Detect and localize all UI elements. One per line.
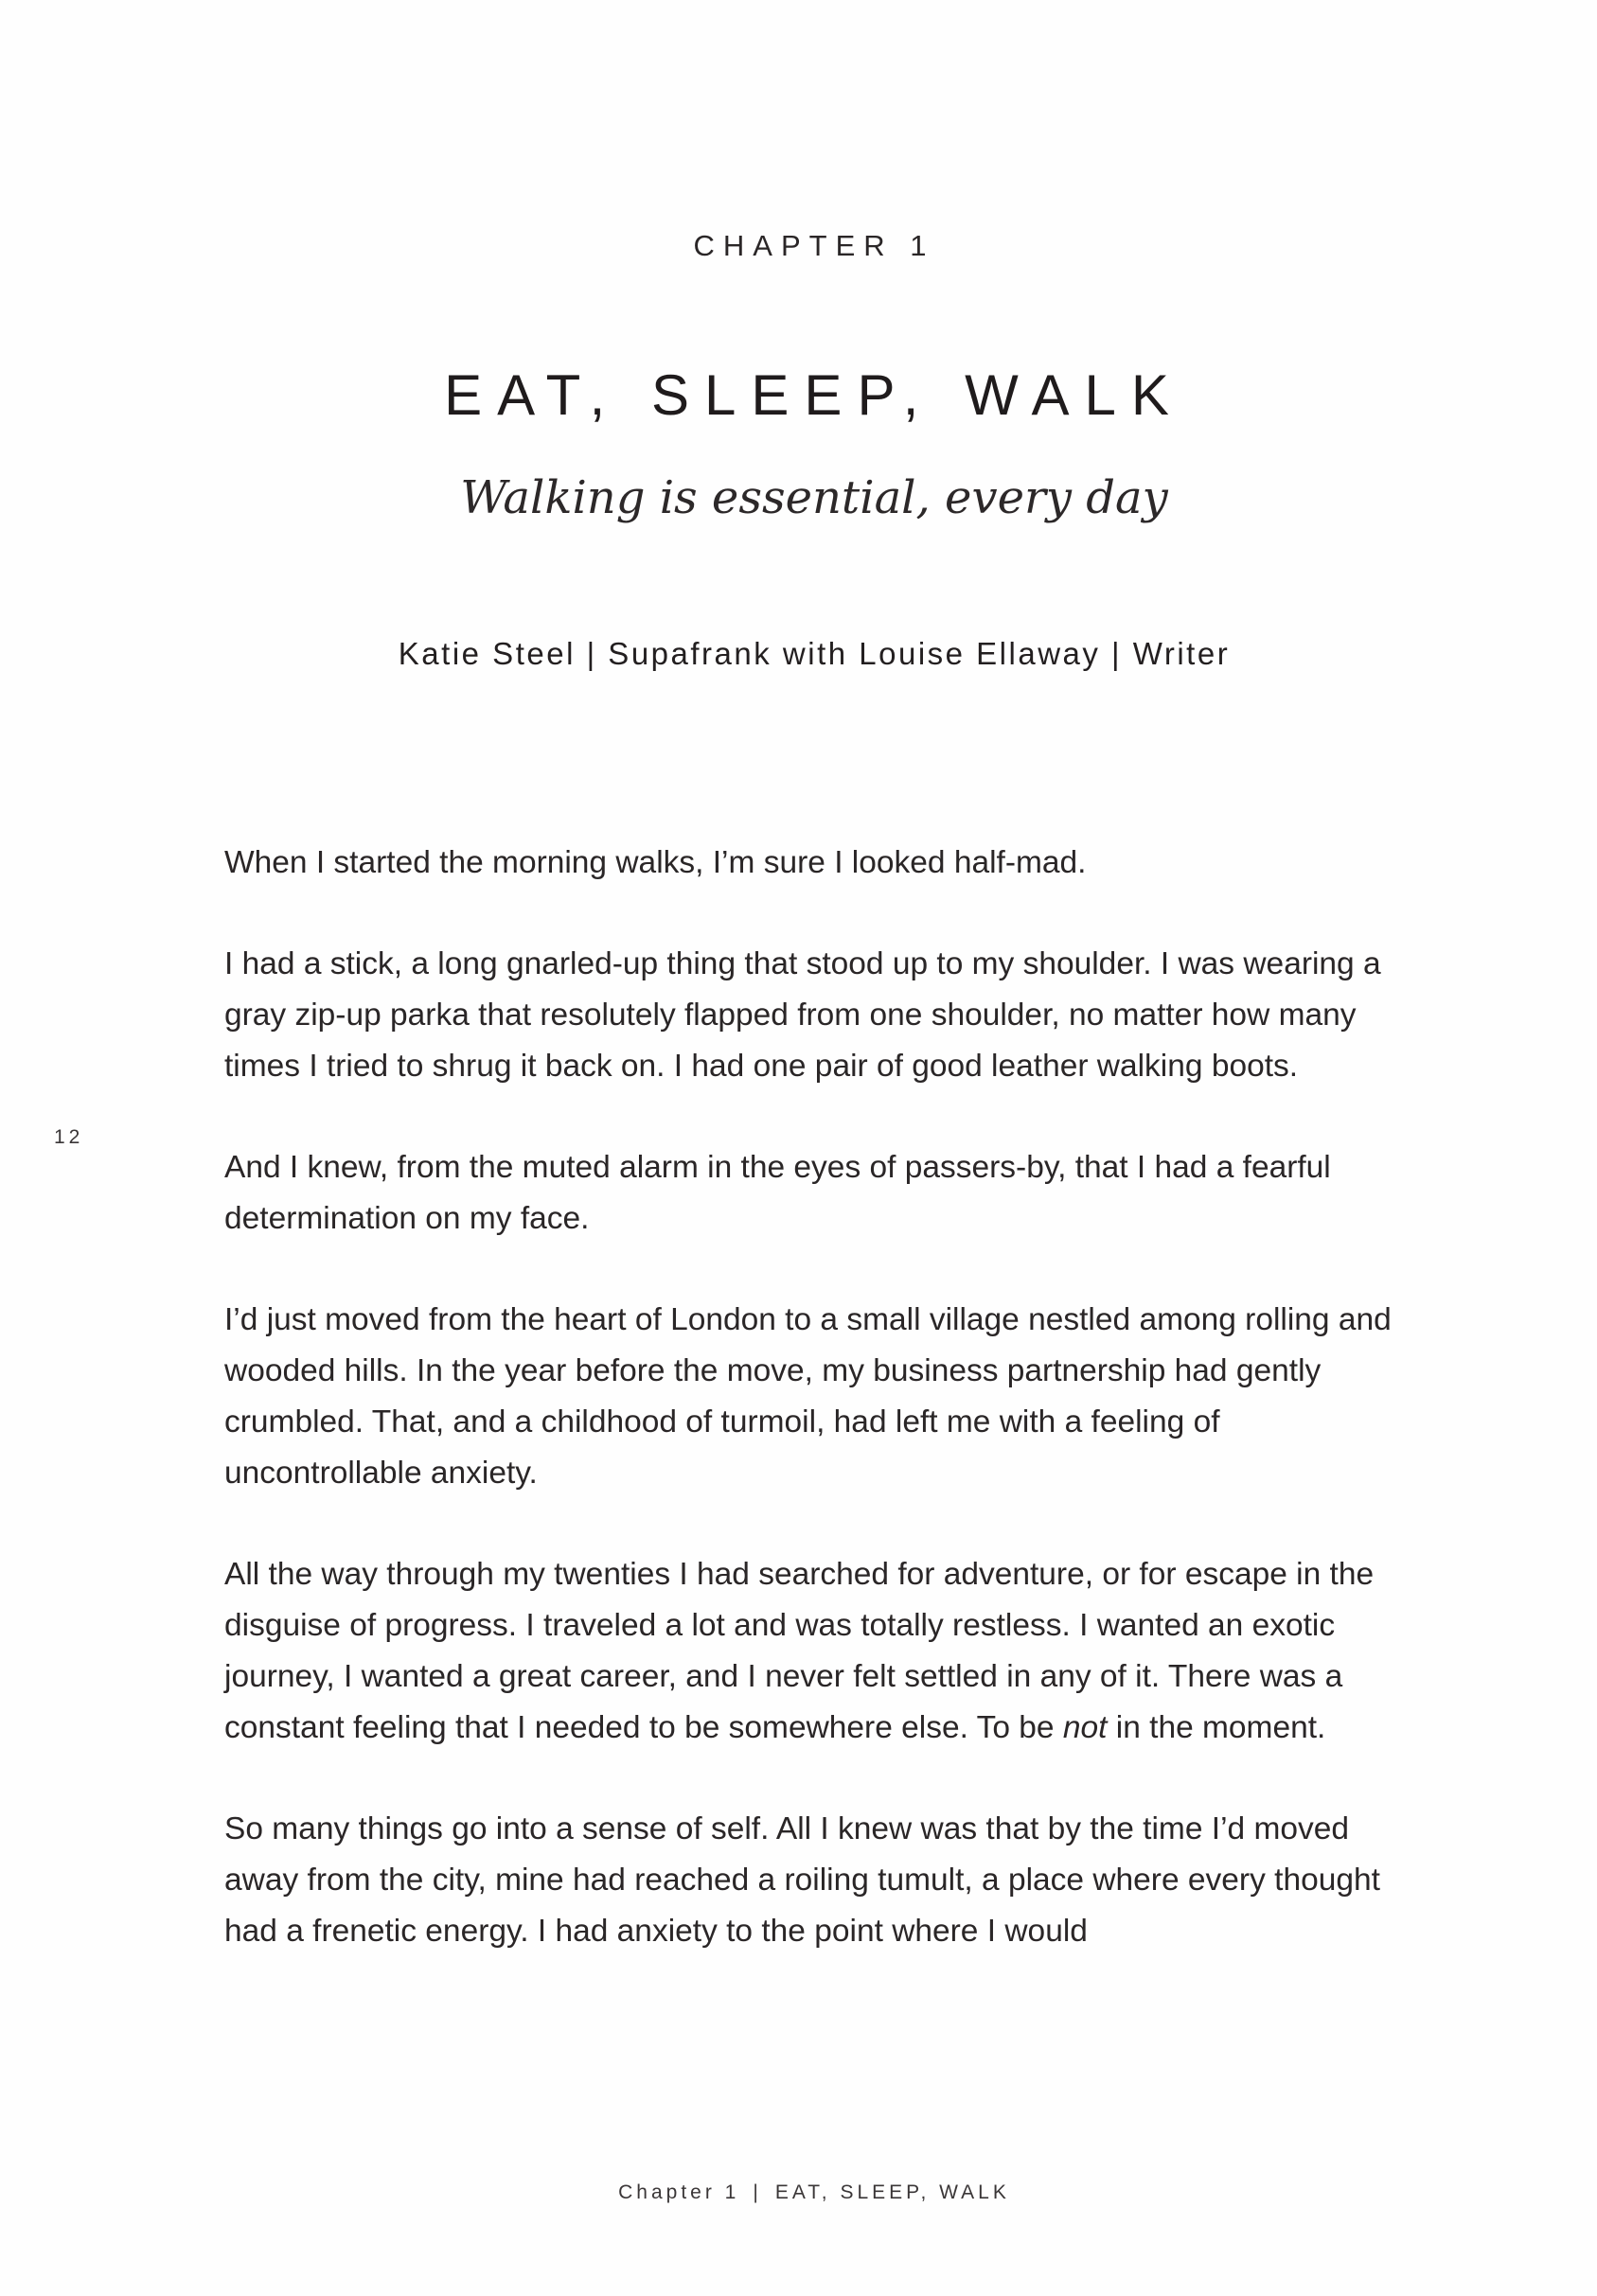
chapter-subtitle: Walking is essential, every day — [460, 471, 1168, 524]
paragraph-1: When I started the morning walks, I’m sure I looked half-mad. — [224, 845, 1087, 880]
paragraph-3: And I knew, from the muted alarm in the eyes of passers-by, that I had a fearful determination on my face. — [224, 1150, 1331, 1236]
chapter-label: CHAPTER 1 — [693, 229, 935, 262]
emphasis-not: not — [1062, 1710, 1108, 1745]
paragraph-2: I had a stick, a long gnarled-up thing that stood up to my shoulder. I was wearing a gray zip-up parka that resolutely flapped from one shoulder, no matter how many times I tried to shrug it back on. I had one pair of good leather walking boots. — [224, 946, 1381, 1084]
chapter-title: EAT, SLEEP, WALK — [444, 363, 1184, 427]
body-text — [224, 838, 1408, 2007]
footer-chapter: Chapter 1 — [618, 2181, 740, 2203]
footer-title: EAT, SLEEP, WALK — [774, 2181, 1010, 2203]
footer-separator: | — [753, 2181, 762, 2203]
running-footer — [0, 2181, 1597, 2204]
paragraph-4: I’d just moved from the heart of London to a small village nestled among rolling and wooded hills. In the year before the move, my business partnership had gently crumbled. That, and a childhood of turmoil, had left me with a feeling of uncontrollable anxiety. — [224, 1302, 1392, 1491]
author-byline: Katie Steel | Supafrank with Louise Ellaway | Writer — [398, 636, 1231, 671]
paragraph-5: All the way through my twenties I had searched for adventure, or for escape in the disguise of progress. I traveled a lot and was totally restless. I wanted an exotic journey, I wanted a great career, and I never felt settled in any of it. There was a constant feeling that I needed to be somewhere else. To be not in the moment. — [224, 1557, 1375, 1745]
paragraph-6: So many things go into a sense of self. All I knew was that by the time I’d moved away from the city, mine had reached a roiling tumult, a place where every thought had a frenetic energy. I had anxiety to the point where I would — [224, 1811, 1380, 1949]
page-number: 12 — [54, 1126, 84, 1148]
